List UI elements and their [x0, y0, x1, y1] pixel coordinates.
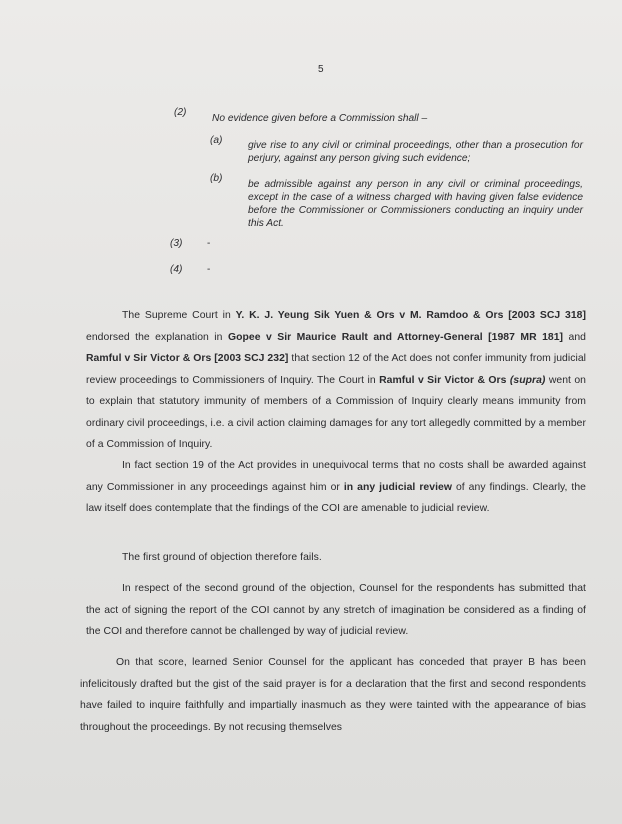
para4-text: In respect of the second ground of the objection, Counsel for the respondents has submitted that the act of signing the report of the COI cannot by any stretch of imagination be considered as a finding of the COI and therefore cannot be challenged by way of judicial review. [86, 583, 586, 637]
paragraph-1 [86, 305, 586, 456]
supra-ref: (supra) [509, 374, 546, 386]
subsection-2-number: (2) [174, 107, 187, 118]
paragraph-3 [86, 547, 586, 569]
para1-text-2: endorsed the explanation in [86, 331, 228, 343]
subsection-3-text: - [207, 238, 211, 249]
paragraph-2 [86, 455, 586, 520]
case-gopee: Gopee v Sir Maurice Rault and Attorney-General [1987 MR 181] [227, 331, 564, 343]
clause-b-text: be admissible against any person in any civil or criminal proceedings, except in the case of a witness charged with having given false evidence before the Commissioner or Commissioners conducting an inquiry under this Act. [248, 179, 583, 229]
paragraph-4 [86, 578, 586, 643]
clause-a-label: (a) [210, 135, 223, 146]
clause-b-label: (b) [210, 173, 223, 184]
para1-text-5: went on to explain that statutory immunity of members of a Commission of Inquiry clearly means immunity from ordinary civil proceedings, i.e. a civil action claiming damages for any tort allegedly committed by a member of a Commission of Inquiry. [86, 374, 586, 450]
para3-text: The first ground of objection therefore fails. [122, 552, 322, 563]
clause-a-text: give rise to any civil or criminal proceedings, other than a prosecution for perjury, against any person giving such evidence; [248, 140, 583, 164]
subsection-4-text: - [207, 264, 211, 275]
subsection-4-number: (4) [170, 264, 183, 275]
para1-text-4: that section 12 of the Act does not confer immunity from judicial review proceedings to Commissioners of Inquiry. The Court in [86, 353, 587, 386]
paragraph-5 [80, 652, 586, 738]
judicial-review-emphasis: in any judicial review [343, 481, 452, 493]
para2-text-2: of any findings. Clearly, the law itself does contemplate that the findings of the COI are amenable to judicial review. [86, 481, 587, 514]
case-ramful: Ramful v Sir Victor & Ors [2003 SCJ 232] [86, 353, 289, 364]
case-ramful-ref: Ramful v Sir Victor & Ors [379, 374, 507, 386]
para1-text-1: The Supreme Court in [122, 310, 236, 321]
page-number: 5 [318, 64, 324, 75]
case-yeung-sik-yuen: Y. K. J. Yeung Sik Yuen & Ors v M. Ramdoo & Ors [2003 SCJ 318] [235, 310, 586, 321]
subsection-2-text: No evidence given before a Commission shall – [212, 113, 428, 124]
para2-text-1: In fact section 19 of the Act provides in unequivocal terms that no costs shall be awarded against any Commissioner in any proceedings against him or [86, 460, 586, 493]
para1-text-3: and [563, 331, 586, 343]
para5-text: On that score, learned Senior Counsel for the applicant has conceded that prayer B has been infelicitously drafted but the gist of the said prayer is for a declaration that the first and second respondents have failed to inquire faithfully and impartially inasmuch as they were tainted with the appearance of bias throughout the proceedings. By not recusing themselves [80, 657, 586, 733]
subsection-3-number: (3) [170, 238, 183, 249]
